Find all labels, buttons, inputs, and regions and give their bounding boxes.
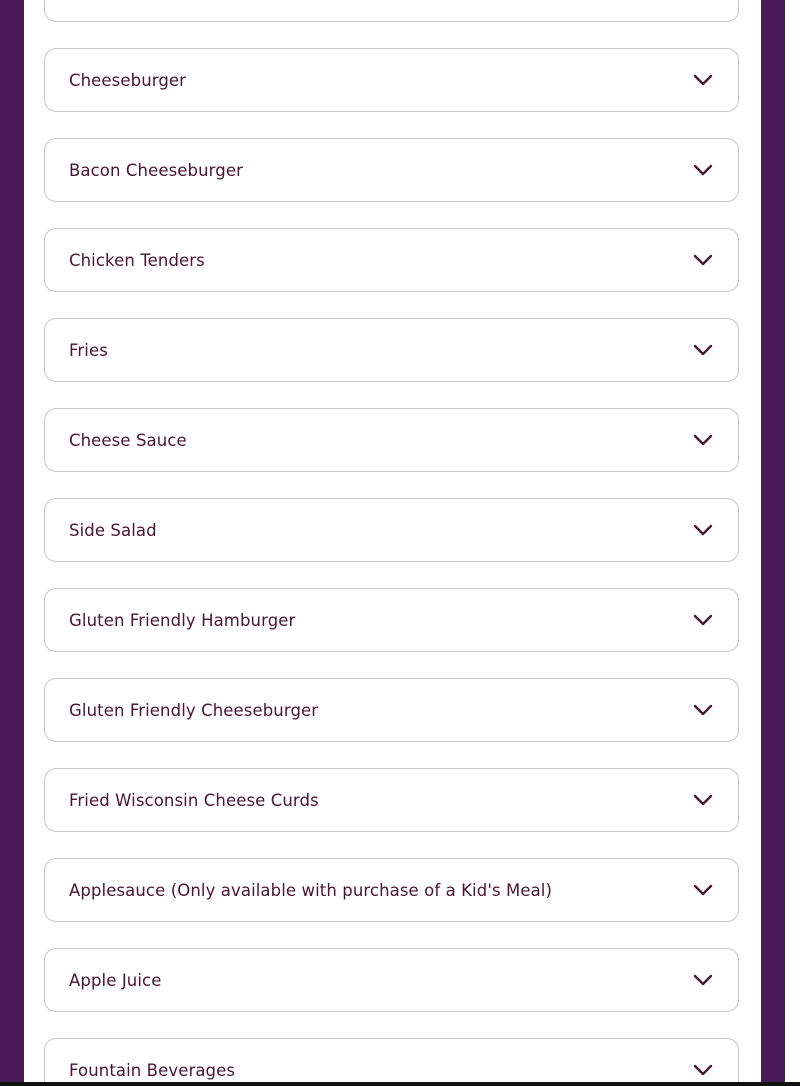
chevron-down-icon xyxy=(692,69,714,91)
chevron-down-icon xyxy=(692,519,714,541)
chevron-down-icon xyxy=(692,0,714,1)
right-frame xyxy=(761,0,785,1086)
accordion-item-label: Chicken Tenders xyxy=(69,250,205,270)
accordion-item-label: Fries xyxy=(69,340,108,360)
chevron-down-icon xyxy=(692,249,714,271)
accordion-item-hamburger[interactable] xyxy=(44,0,739,22)
window-bottom-edge xyxy=(0,1082,800,1086)
chevron-down-icon xyxy=(692,879,714,901)
chevron-down-icon xyxy=(692,789,714,811)
accordion-item-label: Applesauce (Only available with purchase of a Kid's Meal) xyxy=(69,880,553,900)
menu-item-accordion-list xyxy=(24,0,761,1086)
accordion-item-chicken-tenders[interactable] xyxy=(44,228,739,292)
accordion-item-label: Fried Wisconsin Cheese Curds xyxy=(69,790,319,810)
accordion-item-label: Gluten Friendly Hamburger xyxy=(69,610,296,630)
scrollbar-track[interactable] xyxy=(785,0,800,1086)
chevron-down-icon xyxy=(692,969,714,991)
chevron-down-icon xyxy=(692,429,714,451)
accordion-item-cheese-sauce[interactable] xyxy=(44,408,739,472)
accordion-item-bacon-cheeseburger[interactable] xyxy=(44,138,739,202)
accordion-item-label: Cheese Sauce xyxy=(69,430,187,450)
accordion-item-gluten-friendly-hamburger[interactable] xyxy=(44,588,739,652)
accordion-item-applesauce[interactable] xyxy=(44,858,739,922)
chevron-down-icon xyxy=(692,609,714,631)
accordion-item-label: Gluten Friendly Cheeseburger xyxy=(69,700,319,720)
accordion-item-gluten-friendly-cheeseburger[interactable] xyxy=(44,678,739,742)
accordion-item-label: Apple Juice xyxy=(69,970,162,990)
accordion-item-side-salad[interactable] xyxy=(44,498,739,562)
chevron-down-icon xyxy=(692,339,714,361)
accordion-item-label: Cheeseburger xyxy=(69,70,187,90)
accordion-item-label: Fountain Beverages xyxy=(69,1060,236,1080)
accordion-item-label: Bacon Cheeseburger xyxy=(69,160,243,180)
chevron-down-icon xyxy=(692,1059,714,1081)
chevron-down-icon xyxy=(692,699,714,721)
accordion-item-fountain-beverages[interactable] xyxy=(44,1038,739,1086)
accordion-item-fried-wisconsin-cheese-curds[interactable] xyxy=(44,768,739,832)
accordion-item-cheeseburger[interactable] xyxy=(44,48,739,112)
accordion-item-label: Side Salad xyxy=(69,520,157,540)
accordion-item-apple-juice[interactable] xyxy=(44,948,739,1012)
chevron-down-icon xyxy=(692,159,714,181)
left-frame xyxy=(0,0,24,1086)
accordion-item-fries[interactable] xyxy=(44,318,739,382)
